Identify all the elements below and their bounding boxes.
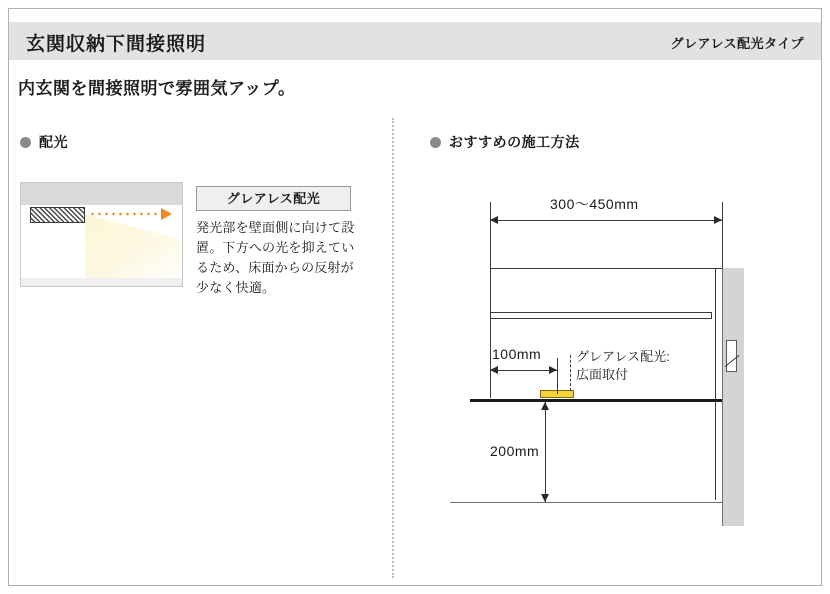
outlet-box: [726, 340, 737, 372]
light-distribution-illustration: [20, 182, 183, 287]
dim-top-arrow-left-icon: [490, 216, 498, 224]
page-title: 玄関収納下間接照明: [26, 34, 207, 55]
dim-top-ext-right: [722, 202, 723, 272]
section-heading-installation: [430, 132, 580, 152]
dim-inner-line: [490, 370, 557, 371]
callout-leader-line: [570, 355, 571, 391]
ground-line: [450, 502, 722, 503]
section-divider: [392, 118, 394, 578]
distribution-description: 発光部を壁面側に向けて設置。下方への光を抑えているため、床面からの反射が少なく快適。: [196, 220, 355, 295]
dim-inner-ext-right: [557, 358, 558, 394]
dim-top-arrow-right-icon: [714, 216, 722, 224]
bullet-icon: [430, 137, 441, 148]
dim-bottom-line: [545, 402, 546, 502]
distribution-type-tag: グレアレス配光: [196, 186, 351, 211]
light-direction-dots: [89, 212, 161, 216]
ceiling-band: [21, 183, 183, 205]
section-heading-distribution: [20, 132, 68, 152]
cabinet-top-edge: [490, 268, 722, 269]
wall-inner-recess: [715, 268, 722, 500]
wall-front-line: [722, 268, 723, 526]
callout-line2: 広面取付: [576, 367, 629, 382]
header-badge: グレアレス配光タイプ: [670, 36, 804, 51]
section-heading-distribution-label: 配光: [39, 134, 68, 150]
dim-top-ext-left: [490, 202, 491, 272]
subtitle: 内玄関を間接照明で雰囲気アップ。: [18, 79, 296, 98]
dim-inner-arrow-right-icon: [549, 366, 557, 374]
bullet-icon: [20, 137, 31, 148]
dim-bottom-arrow-down-icon: [541, 494, 549, 502]
dim-bottom-arrow-up-icon: [541, 402, 549, 410]
fixture-hatched-box: [30, 207, 85, 223]
installation-diagram: [430, 180, 800, 570]
dim-inner-arrow-left-icon: [490, 366, 498, 374]
light-beam-shape: [85, 214, 183, 280]
dim-top-label: 300〜450mm: [550, 196, 639, 212]
wall-block: [722, 268, 744, 526]
cabinet-shelf: [490, 312, 712, 319]
floor-edge-line: [470, 399, 722, 402]
floor-band: [21, 278, 183, 286]
dim-top-line: [490, 220, 722, 221]
dim-bottom-label: 200mm: [490, 443, 540, 459]
dim-inner-label: 100mm: [492, 346, 542, 362]
section-heading-installation-label: おすすめの施工方法: [449, 134, 580, 150]
callout-line1: グレアレス配光:: [576, 349, 670, 364]
light-direction-arrow-icon: [161, 208, 172, 220]
